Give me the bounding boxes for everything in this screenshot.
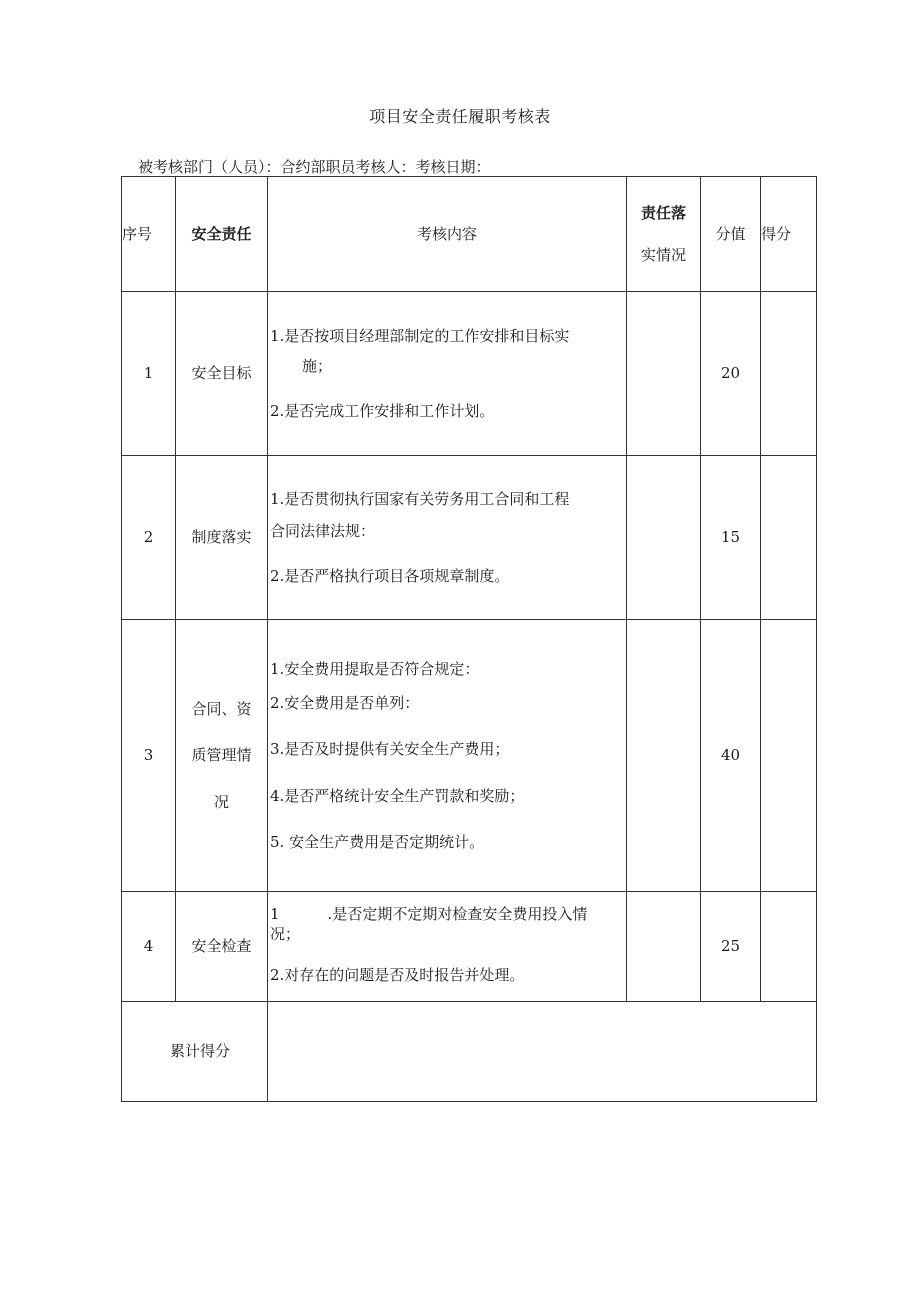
document-title: 项目安全责任履职考核表 <box>369 107 551 126</box>
header-duty-line2: 实情况 <box>640 246 686 264</box>
content-line: 施； <box>302 357 333 376</box>
header-responsibility-label: 安全责任 <box>191 224 252 243</box>
row-points: 15 <box>701 456 761 620</box>
total-row <box>122 1002 817 1102</box>
header-row <box>122 177 817 292</box>
row-duty <box>627 292 701 456</box>
assessment-table <box>121 176 817 1102</box>
row-score <box>761 456 817 620</box>
row-responsibility: 安全目标 <box>176 292 268 456</box>
meta-line: 被考核部门（人员）：合约部职员考核人：考核日期： <box>138 158 491 176</box>
header-score <box>761 177 817 292</box>
row-content <box>268 292 627 456</box>
header-responsibility <box>176 177 268 292</box>
content-line: 况； <box>270 925 301 944</box>
row-duty <box>627 456 701 620</box>
content-line: 2.安全费用是否单列： <box>270 694 420 713</box>
header-points-label: 分值 <box>715 224 746 243</box>
row-score <box>761 620 817 892</box>
content-text: .是否定期不定期对检查安全费用投入情 <box>327 905 588 923</box>
row-seq: 2 <box>122 456 176 620</box>
content-line: 5. 安全生产费用是否定期统计。 <box>270 832 485 851</box>
responsibility-line: 质管理情 <box>191 746 252 765</box>
total-label: 累计得分 <box>122 1002 268 1102</box>
responsibility-line: 合同、资 <box>191 700 252 719</box>
row-responsibility: 制度落实 <box>176 456 268 620</box>
content-line: 3.是否及时提供有关安全生产费用； <box>270 740 510 759</box>
row-duty <box>627 892 701 1002</box>
row-responsibility <box>176 620 268 892</box>
table-row <box>122 456 817 620</box>
row-seq: 1 <box>122 292 176 456</box>
content-line: 1.是否贯彻执行国家有关劳务用工合同和工程 <box>270 490 570 509</box>
header-score-label: 得分 <box>761 224 792 243</box>
row-responsibility: 安全检查 <box>176 892 268 1002</box>
content-line: 2.是否严格执行项目各项规章制度。 <box>270 566 510 585</box>
content-line: 合同法律法规： <box>270 522 376 541</box>
responsibility-line: 况 <box>213 792 229 811</box>
content-line: 2.对存在的问题是否及时报告并处理。 <box>270 965 525 984</box>
table-row <box>122 892 817 1002</box>
row-seq: 4 <box>122 892 176 1002</box>
row-points: 40 <box>701 620 761 892</box>
header-content <box>268 177 627 292</box>
content-line: 1.是否按项目经理部制定的工作安排和目标实 <box>270 327 570 346</box>
row-seq: 3 <box>122 620 176 892</box>
total-value <box>268 1002 817 1102</box>
content-line <box>270 904 626 924</box>
row-points: 20 <box>701 292 761 456</box>
content-line: 4.是否严格统计安全生产罚款和奖励； <box>270 786 525 805</box>
row-content <box>268 620 627 892</box>
content-line: 1.安全费用提取是否符合规定： <box>270 659 480 678</box>
row-points: 25 <box>701 892 761 1002</box>
table-row <box>122 620 817 892</box>
header-seq <box>122 177 176 292</box>
content-number: 1 <box>270 905 280 923</box>
row-duty <box>627 620 701 892</box>
row-score <box>761 292 817 456</box>
row-content <box>268 892 627 1002</box>
header-duty-line1: 责任落 <box>640 203 686 222</box>
content-line: 2.是否完成工作安排和工作计划。 <box>270 401 495 420</box>
header-content-label: 考核内容 <box>416 224 477 243</box>
table-row <box>122 292 817 456</box>
header-duty <box>627 177 701 292</box>
row-score <box>761 892 817 1002</box>
row-content <box>268 456 627 620</box>
header-points <box>701 177 761 292</box>
header-seq-label: 序号 <box>122 224 153 243</box>
